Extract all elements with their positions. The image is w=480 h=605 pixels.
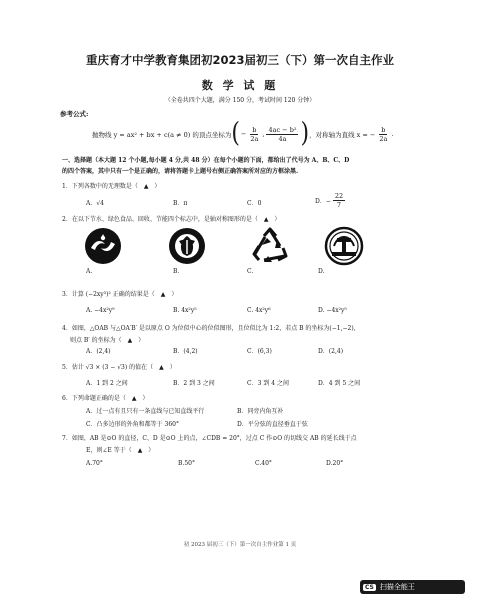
green-food-icon: [167, 226, 207, 266]
exam-title: 重庆育才中学教育集团初2023届初三（下）第一次自主作业: [85, 53, 394, 67]
comma: ,: [262, 130, 265, 138]
reference-label: 参考公式:: [60, 110, 89, 118]
q1-stem: 1．下列各数中的无理数是（ ▲ ）: [62, 183, 161, 190]
vertex-y-fraction: $\frac{\text{4ac − b²}}{4a}$: [268, 125, 297, 143]
q3-option-b: B. 4x²y⁵: [173, 307, 197, 314]
q4-option-a: A．(2,4): [86, 348, 111, 355]
q1-option-a: A．√4: [86, 200, 104, 207]
q5-option-b: B．2 到 3 之间: [173, 380, 215, 387]
vertex-x-fraction: $\frac{b}{2a}$: [250, 125, 259, 143]
recycle-icon: [250, 226, 290, 266]
q6-option-c: C．凸多边形的外角和都等于 360°: [86, 421, 179, 428]
axis-fraction: $\frac{b}{2a}$: [379, 125, 388, 143]
q4-option-c: C．(6,3): [247, 348, 272, 355]
formula-prefix: 抛物线 y = ax² + bx + c(a ≠ 0) 的顶点坐标为: [92, 130, 232, 139]
section1-line2: 的四个答案，其中只有一个是正确的，请将答题卡上题号右侧正确答案所对应的方框涂黑.: [62, 168, 299, 175]
q5-option-c: C．3 到 4 之间: [247, 380, 289, 387]
scanner-watermark: [360, 580, 465, 594]
q3-stem: 3．计算 (−2xy³)² 正确的结果是（ ▲ ）: [62, 291, 178, 298]
q1-option-d: D．− $\frac{22}{7}$: [315, 192, 344, 209]
exam-note: （全卷共四个大题，满分 150 分，考试时间 120 分钟）: [164, 97, 316, 104]
q5-option-a: A．1 到 2 之间: [86, 380, 128, 387]
q4-option-b: B．(4,2): [173, 348, 198, 355]
q2-stem: 2．在以下节水、绿色食品、回收、节能四个标志中，是轴对称图形的是（ ▲ ）: [62, 216, 281, 223]
q3-option-a: A. −4x²y⁹: [86, 307, 115, 314]
q7-line2: E，则∠E 等于（ ▲ ）: [86, 447, 155, 454]
q7-option-d: D.20°: [326, 460, 344, 467]
q7-option-b: B.50°: [178, 460, 195, 467]
right-paren: ): [300, 117, 310, 149]
q1-option-b: B．π: [173, 200, 188, 207]
energy-saving-icon: [324, 226, 364, 266]
q4-line1: 4．如图，△OAB 与△OA′B′ 是以原点 O 为位似中心的位似图形，且位似比为 1:2，若点 B 的坐标为(−1,−2)，: [62, 325, 360, 332]
q6-option-d: D．平分弦的直径垂直于弦: [237, 421, 308, 428]
q5-option-d: D．4 到 5 之间: [318, 380, 361, 387]
q2-option-b: B.: [173, 268, 180, 275]
reference-formula: 抛物线 y = ax² + bx + c(a ≠ 0) 的顶点坐标为 ( − $\frac{b}{2a}$ , $\frac{\text{4ac − b²}}{4a}$ ) ，对称轴为直线 x = − $\frac{b}{2a}$ .: [92, 117, 394, 149]
q4-option-d: D．(2,4): [318, 348, 344, 355]
q3-option-d: D. −4x²y⁵: [318, 307, 347, 314]
left-paren: (: [231, 117, 240, 149]
q5-stem: 5．估计 √3 × (3 − √3) 的值在（ ▲ ）: [62, 364, 176, 371]
q6-stem: 6．下列命题正确的是（ ▲ ）: [62, 395, 149, 402]
q2-option-a: A.: [86, 268, 93, 275]
page-footer: 初 2023 届初三（下）第一次自主作业第 1 页: [183, 542, 297, 548]
water-saving-icon: [83, 226, 123, 266]
q7-line1: 7．如图，AB 是⊙O 的直径，C、D 是⊙O 上的点，∠CDB = 20°，过点 C 作⊙O 的切线交 AB 的延长线于点: [62, 435, 357, 442]
q3-option-c: C. 4x²y⁶: [247, 307, 271, 314]
axis-text: ，对称轴为直线 x = −: [309, 130, 376, 139]
scanner-label: 扫描全能王: [379, 583, 415, 591]
q7-option-c: C.40°: [255, 460, 272, 467]
q4-line2: 则点 B′ 的坐标为（ ▲ ）: [70, 337, 145, 344]
q6-option-b: B．同旁内角互补: [237, 408, 284, 415]
q7-option-a: A.70°: [86, 460, 103, 467]
q2-option-c: C.: [247, 268, 254, 275]
exam-subtitle: 数 学 试 题: [201, 79, 279, 92]
q6-option-a: A．过一点有且只有一条直线与已知直线平行: [86, 408, 205, 415]
section1-line1: 一、选择题（本大题 12 个小题,每小题 4 分,共 48 分）在每个小题的下面，都给出了代号为 A、B、C、D: [62, 157, 350, 164]
minus-sign: −: [240, 130, 247, 138]
cs-logo-icon: CS: [365, 583, 374, 591]
q2-option-d: D.: [318, 268, 325, 275]
q1-option-c: C．0: [247, 200, 262, 207]
